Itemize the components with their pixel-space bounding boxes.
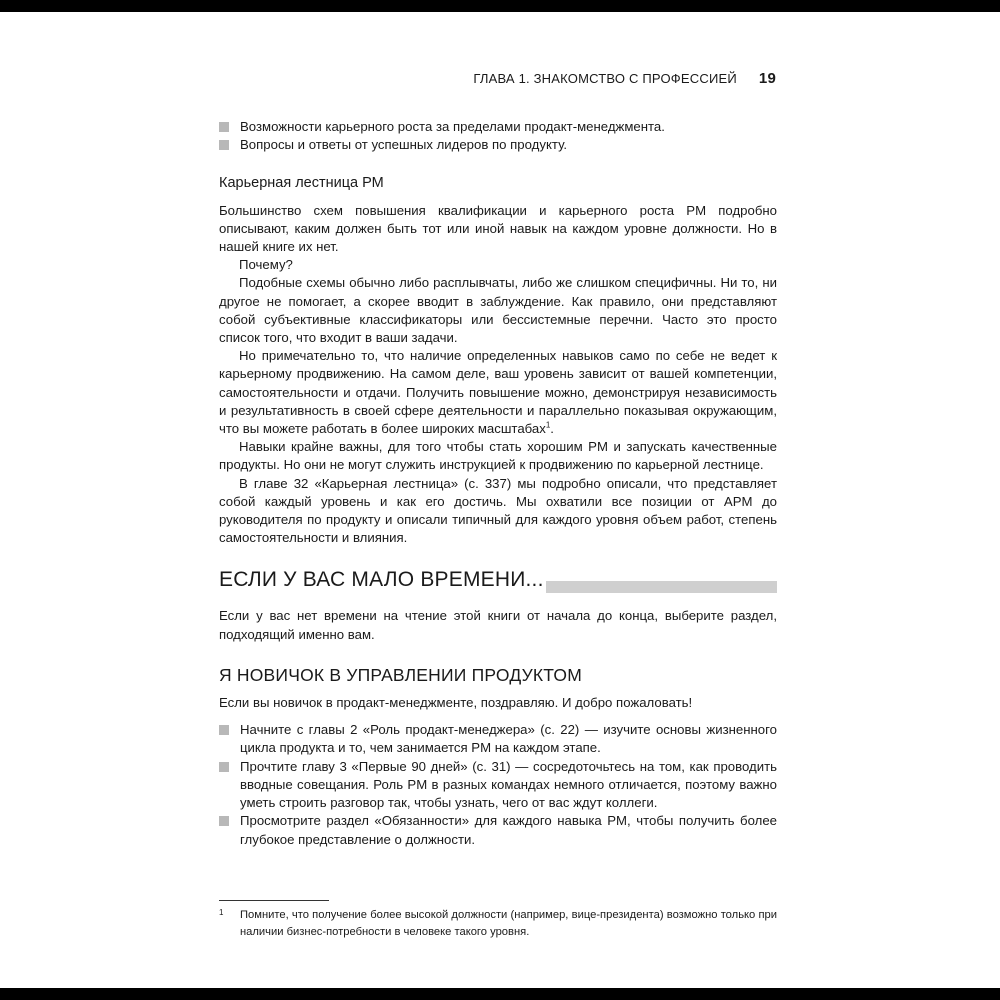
paragraph: Почему?: [239, 257, 293, 273]
paragraph: Если у вас нет времени на чтение этой книги от начала до конца, выберите раздел, подходящий именно вам.: [219, 608, 777, 642]
major-heading: ЕСЛИ У ВАС МАЛО ВРЕМЕНИ...: [219, 568, 544, 592]
square-bullet-icon: [219, 122, 229, 132]
paragraph: В главе 32 «Карьерная лестница» (с. 337) мы подробно описали, что представляет собой каждый уровень и как его достичь. Мы охватили все позиции от APM до руководителя по продукту и описали типичный для каждого уровня объем работ, степень самостоятельности и влияния.: [219, 475, 777, 546]
subsection-heading: Я НОВИЧОК В УПРАВЛЕНИИ ПРОДУКТОМ: [219, 664, 582, 685]
square-bullet-icon: [219, 816, 229, 826]
newbie-bullet-list: [219, 721, 777, 848]
paragraph: Большинство схем повышения квалификации и карьерного роста PM подробно описывают, каким должен быть тот или иной навык на каждом уровне должности. Но в нашей книге их нет.: [219, 202, 777, 255]
book-page: [0, 12, 1000, 988]
square-bullet-icon: [219, 725, 229, 735]
paragraph: Но примечательно то, что наличие определенных навыков само по себе не ведет к карьерному продвижению. На самом деле, ваш уровень зависит от вашей компетенции, самостоятельности и отдачи. Получить повышение можно, демонстрируя независимость и результативность в своей сфере деятельности и параллельно показывая окружающим, что вы можете работать в более широких масштабах$^1$.: [219, 348, 777, 437]
footnote-divider: [219, 900, 329, 901]
paragraph: Если вы новичок в продакт-менеджменте, поздравляю. И добро пожаловать!: [219, 695, 693, 711]
page-content: [219, 118, 777, 849]
running-head: [473, 70, 776, 87]
footnote: [219, 907, 777, 941]
list-item: Прочтите главу 3 «Первые 90 дней» (с. 31) — сосредоточьтесь на том, как проводить вводные совещания. Роль PM в разных командах немного отличается, поэтому важно уметь строить разговор так, чтобы узнать, чего от вас ждут коллеги.: [219, 758, 777, 813]
page-number: 19: [758, 70, 776, 87]
major-heading-block: [219, 567, 777, 595]
list-item: Вопросы и ответы от успешных лидеров по продукту.: [219, 136, 777, 154]
footnote-mark: 1: [219, 908, 224, 917]
list-item: Начните с главы 2 «Роль продакт-менеджера» (с. 22) — изучите основы жизненного цикла продукта и то, чем занимается PM на каждом этапе.: [219, 721, 777, 757]
paragraph: Подобные схемы обычно либо расплывчаты, либо же слишком специфичны. Ни то, ни другое не помогает, а скорее вводит в заблуждение. Как правило, они представляют собой субъективные классификаторы или бессистемные перечни. Часто это просто список того, что входит в ваши задачи.: [219, 275, 777, 346]
list-item: Возможности карьерного роста за пределами продакт-менеджмента.: [219, 118, 777, 136]
chapter-title: ГЛАВА 1. ЗНАКОМСТВО С ПРОФЕССИЕЙ: [473, 71, 737, 86]
footnote-text: Помните, что получение более высокой должности (например, вице-президента) возможно только при наличии бизнес-потребности в человеке такого уровня.: [240, 909, 777, 938]
paragraph: Навыки крайне важны, для того чтобы стать хорошим PM и запускать качественные продукты. Но они не могут служить инструкцией к продвижению по карьерной лестнице.: [219, 439, 777, 473]
section-heading-career-ladder: Карьерная лестница РМ: [219, 175, 384, 192]
square-bullet-icon: [219, 140, 229, 150]
list-item: Просмотрите раздел «Обязанности» для каждого навыка PM, чтобы получить более глубокое представление о должности.: [219, 812, 777, 848]
square-bullet-icon: [219, 762, 229, 772]
footnote-reference: 1: [545, 420, 551, 430]
top-bullet-list: [219, 118, 777, 154]
